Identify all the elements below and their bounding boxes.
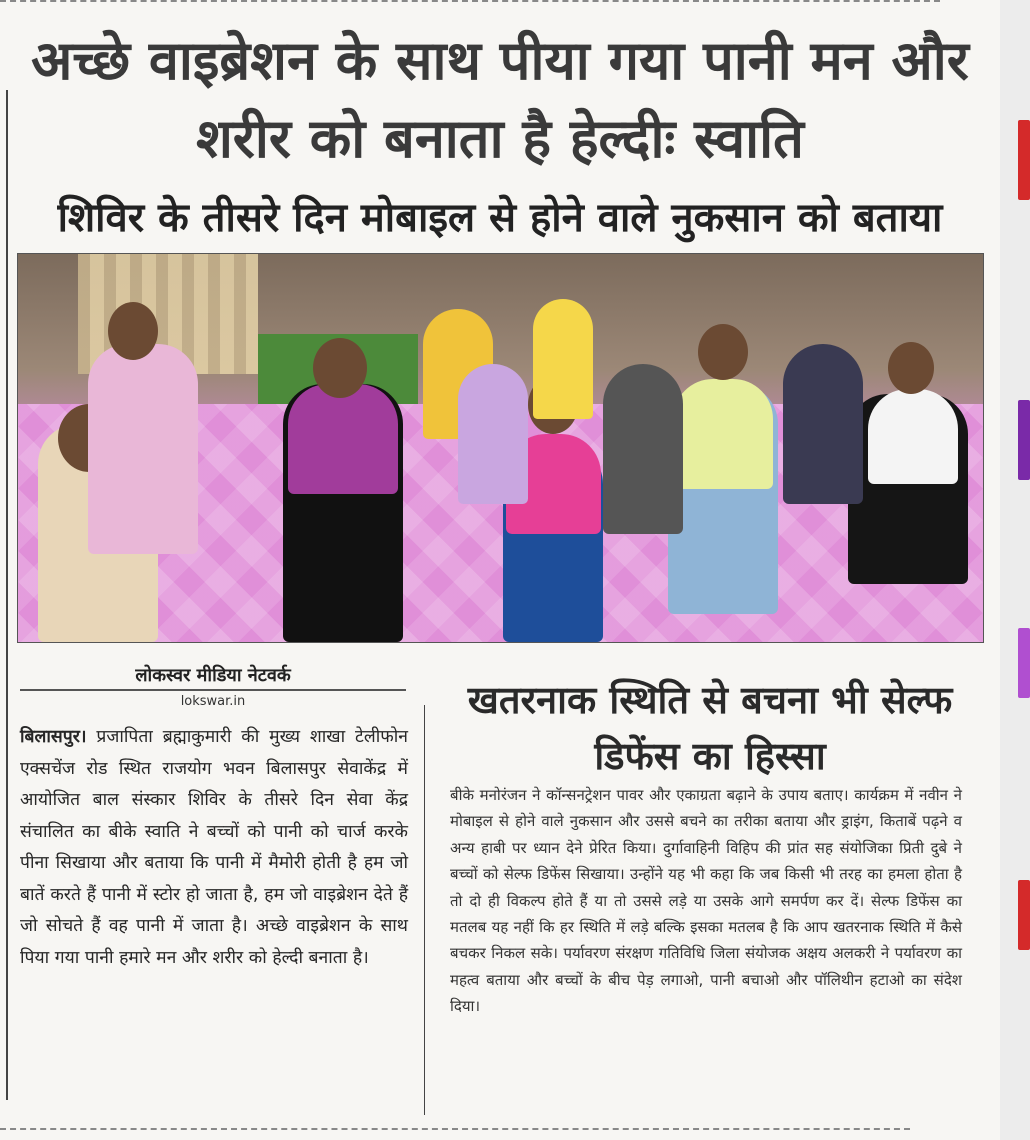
article-body-right: बीके मनोरंजन ने कॉन्सनट्रेशन पावर और एकाग्रता बढ़ाने के उपाय बताए। कार्यक्रम में नवीन ने मोबाइल से होने वाले नुकसान और उससे बचने का तरीका बताया और ड्राइंग, किताबें पढ़ने व अन्य हाबी पर ध्यान देने प्रेरित किया। दुर्गावाहिनी विहिप की प्रांत सह संयोजिका प्रिती दुबे ने बच्चों को सेल्फ डिफेंस सिखाया। उन्होंने यह भी कहा कि जब किसी भी तरह का हमला होता है तो दो ही विकल्प होते हैं या तो उससे लड़े या उसके आगे समर्पण कर दें। सेल्फ डिफेंस का मतलब यह नहीं कि हर स्थिति में लड़े बल्कि इसका मतलब है कि आप खतरनाक स्थिति में कैसे बचकर निकल सके। पर्यावरण संरक्षण गतिविधि जिला संयोजक अक्षय अलकरी ने पर्यावरण का महत्व बताया और बच्चों के बीच पेड़ लगाओ, पानी बचाओ और पॉलिथीन हटाओ का संदेश दिया। (450, 786, 962, 1016)
subheadline: शिविर के तीसरे दिन मोबाइल से होने वाले नुकसान को बताया (57, 195, 943, 241)
byline-rule (20, 689, 406, 691)
child-figure (458, 364, 528, 504)
side-heading: खतरनाक स्थिति से बचना भी सेल्फ डिफेंस का हिस्सा (467, 678, 953, 778)
child-figure (783, 344, 863, 504)
top-cut-line (0, 0, 940, 2)
strip-mark (1018, 880, 1030, 950)
child-figure (533, 299, 593, 419)
child-head (108, 302, 158, 360)
news-photo (17, 253, 984, 643)
child-head (313, 338, 367, 398)
child-head (888, 342, 934, 394)
child-figure (868, 389, 958, 484)
dateline: बिलासपुर। (20, 727, 87, 747)
strip-mark (1018, 628, 1030, 698)
child-figure (88, 344, 198, 554)
strip-mark (1018, 400, 1030, 480)
bottom-cut-line (0, 1128, 910, 1130)
byline: लोकस्वर मीडिया नेटवर्क (135, 665, 291, 686)
right-edge-strip (1000, 0, 1030, 1140)
article-body-left (20, 722, 408, 974)
body-left-text: प्रजापिता ब्रह्माकुमारी की मुख्य शाखा टेलीफोन एक्सचेंज रोड स्थित राजयोग भवन बिलासपुर सेवाकेंद्र में आयोजित बाल संस्कार शिविर के तीसरे दिन सेवा केंद्र संचालित का बीके स्वाति ने बच्चों को पानी को चार्ज करके पीना सिखाया और बताया कि पानी में मैमोरी होती है हम जो बातें करते हैं पानी में स्टोर हो जाता है, हम जो वाइब्रेशन देते हैं जो सोचते हैं वह पानी में जाता है। अच्छे वाइब्रेशन के साथ पिया गया पानी हमारे मन और शरीर को हेल्दी बनाता है। (20, 727, 408, 968)
strip-mark (1018, 120, 1030, 200)
site-url: lokswar.in (180, 694, 246, 709)
column-rule (424, 705, 425, 1115)
child-figure (288, 384, 398, 494)
child-figure (673, 379, 773, 489)
child-head (698, 324, 748, 380)
child-figure (603, 364, 683, 534)
headline: अच्छे वाइब्रेशन के साथ पीया गया पानी मन और शरीर को बनाता है हेल्दीः स्वाति (31, 29, 969, 170)
